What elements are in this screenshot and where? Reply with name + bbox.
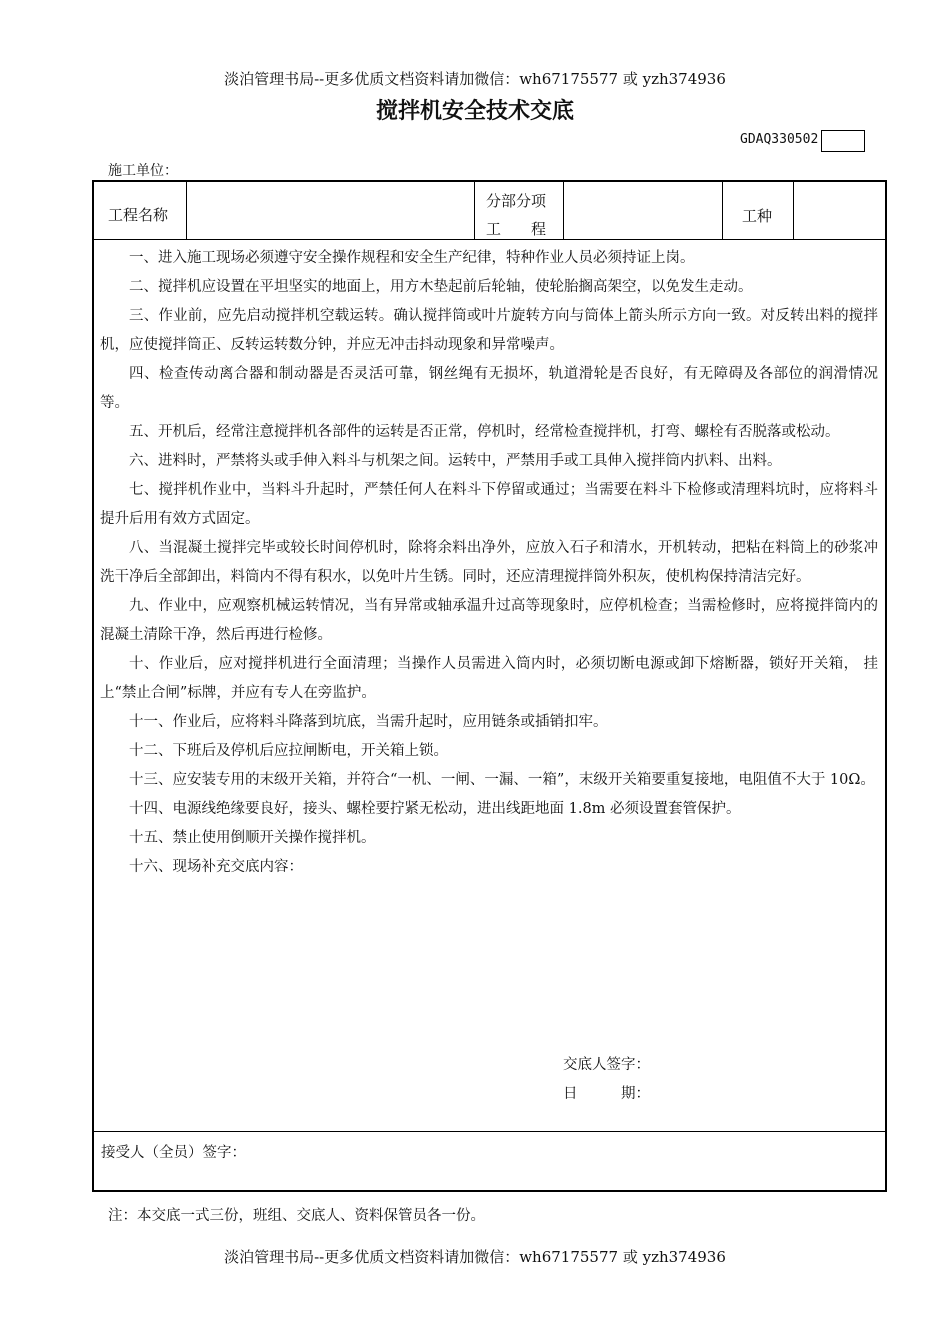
project-name-field[interactable]: [188, 182, 472, 238]
clause-item: 九、作业中，应观察机械运转情况，当有异常或轴承温升过高等现象时，应停机检查；当需检修时，应将搅拌筒内的混凝土清除干净，然后再进行检修。: [100, 598, 878, 643]
discloser-signature-label: 交底人签字：: [563, 1057, 650, 1073]
col-divider-5: [793, 181, 794, 239]
header-row-divider: [92, 239, 887, 240]
clause-item: 五、开机后，经常注意搅拌机各部件的运转是否正常，停机时，经常检查搅拌机，打弯、螺栓有否脱落或松动。: [129, 424, 840, 440]
trade-label: 工种: [742, 207, 773, 225]
clause-item: 十二、下班后及停机后应拉闸断电，开关箱上锁。: [129, 743, 448, 759]
clause-item: 八、当混凝土搅拌完毕或较长时间停机时，除将余料出净外，应放入石子和清水，开机转动，把粘在料筒上的砂浆冲洗干净后全部卸出，料筒内不得有积水，以免叶片生锈。同时，还应清理搅拌筒外积灰，使机构保持清洁完好。: [100, 540, 878, 585]
col-divider-2: [474, 181, 475, 239]
clause-item: 十三、应安装专用的末级开关箱，并符合“一机、一闸、一漏、一箱”，末级开关箱要重复接地，电阻值不大于 10Ω。: [129, 772, 875, 788]
document-code-box[interactable]: [821, 130, 865, 152]
footnote: 注：本交底一式三份，班组、交底人、资料保管员各一份。: [108, 1208, 485, 1224]
header-note: 淡泊管理书局--更多优质文档资料请加微信：wh67175577 或 yzh374936: [224, 70, 726, 88]
clause-item: 十六、现场补充交底内容：: [129, 859, 303, 875]
project-name-label: 工程名称: [108, 206, 169, 224]
col-divider-3: [563, 181, 564, 239]
footer-note: 淡泊管理书局--更多优质文档资料请加微信：wh67175577 或 yzh374936: [224, 1248, 726, 1266]
clause-item: 十、作业后，应对搅拌机进行全面清理；当操作人员需进入筒内时，必须切断电源或卸下熔断器，锁好开关箱， 挂上“禁止合闸”标牌，并应有专人在旁监护。: [100, 656, 878, 701]
sub-project-label-line1: 分部分项: [486, 192, 547, 210]
clause-item: 二、搅拌机应设置在平坦坚实的地面上，用方木垫起前后轮轴，使轮胎搁高架空，以免发生走动。: [129, 279, 753, 295]
page-title: 搅拌机安全技术交底: [375, 99, 574, 124]
clause-item: 三、作业前，应先启动搅拌机空载运转。确认搅拌筒或叶片旋转方向与筒体上箭头所示方向一致。对反转出料的搅拌机，应使搅拌筒正、反转运转数分钟，并应无冲击抖动现象和异常噪声。: [100, 308, 878, 353]
clause-item: 一、进入施工现场必须遵守安全操作规程和安全生产纪律，特种作业人员必须持证上岗。: [129, 250, 695, 266]
sub-project-label-line2: 工 程: [486, 220, 547, 238]
clause-item: 十四、电源线绝缘要良好，接头、螺栓要拧紧无松动，进出线距地面 1.8m 必须设置套管保护。: [129, 801, 741, 817]
clause-item: 十五、禁止使用倒顺开关操作搅拌机。: [129, 830, 376, 846]
receiver-row-divider: [92, 1131, 887, 1132]
disclosure-date-label: 日 期：: [563, 1086, 650, 1102]
col-divider-4: [722, 181, 723, 239]
sub-project-field[interactable]: [565, 182, 721, 238]
construction-unit-label: 施工单位：: [108, 163, 178, 179]
clause-item: 十一、作业后，应将料斗降落到坑底，当需升起时，应用链条或插销扣牢。: [129, 714, 608, 730]
clause-list: [100, 244, 878, 882]
receiver-signature-label: 接受人（全员）签字：: [101, 1145, 246, 1161]
clause-item: 七、搅拌机作业中，当料斗升起时，严禁任何人在料斗下停留或通过；当需要在料斗下检修或清理料坑时，应将料斗提升后用有效方式固定。: [100, 482, 878, 527]
trade-field[interactable]: [795, 182, 885, 238]
receiver-signature-field[interactable]: [94, 1133, 885, 1190]
clause-item: 四、检查传动离合器和制动器是否灵活可靠，钢丝绳有无损坏，轨道滑轮是否良好，有无障碍及各部位的润滑情况等。: [100, 366, 878, 411]
document-code: GDAQ330502: [740, 132, 819, 147]
clause-item: 六、进料时，严禁将头或手伸入料斗与机架之间。运转中，严禁用手或工具伸入搅拌筒内扒料、出料。: [129, 453, 782, 469]
col-divider-1: [186, 181, 187, 239]
